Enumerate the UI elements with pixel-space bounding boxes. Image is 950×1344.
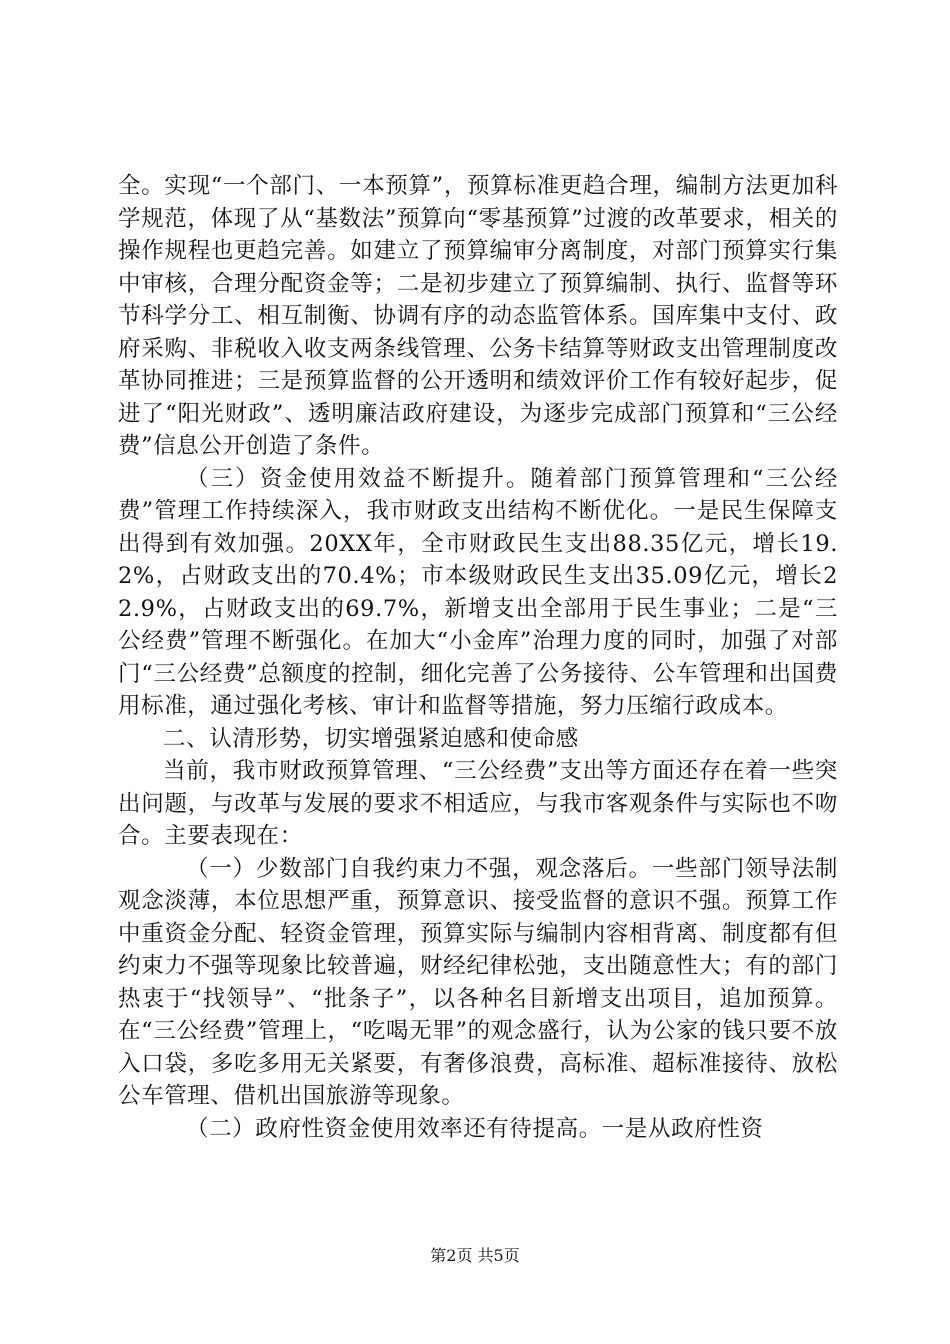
paragraph-continuation: 全。实现“一个部门、一本预算”，预算标准更趋合理，编制方法更加科学规范，体现了从“基数法”预算向“零基预算”过渡的改革要求，相关的操作规程也更趋完善。如建立了预算编审分离制度，对部门预算实行集中审核，合理分配资金等；二是初步建立了预算编制、执行、监督等环节科学分工、相互制衡、协调有序的动态监管体系。国库集中支付、政府采购、非税收入收支两条线管理、公务卡结算等财政支出管理制度改革协同推进；三是预算监督的公开透明和绩效评价工作有较好起步，促进了“阳光财政”、透明廉洁政府建设，为逐步完成部门预算和“三公经费”信息公开创造了条件。 xyxy=(118,173,838,459)
paragraph-section-three: （三）资金使用效益不断提升。随着部门预算管理和“三公经费”管理工作持续深入，我市财政支出结构不断优化。一是民生保障支出得到有效加强。20XX年，全市财政民生支出88.35亿元，增长19.2%，占财政支出的70.4%；市本级财政民生支出35.09亿元，增长22.9%，占财政支出的69.7%，新增支出全部用于民生事业；二是“三公经费”管理不断强化。在加大“小金库”治理力度的同时，加强了对部门“三公经费”总额度的控制，细化完善了公务接待、公车管理和出国费用标准，通过强化考核、审计和监督等措施，努力压缩行政成本。 xyxy=(118,465,838,719)
section-heading-two: 二、认清形势，切实增强紧迫感和使命感 xyxy=(163,725,579,752)
page-number-footer: 第2页 共5页 xyxy=(430,1246,520,1265)
paragraph-issue-one: （一）少数部门自我约束力不强，观念落后。一些部门领导法制观念淡薄，本位思想严重，预算意识、接受监督的意识不强。预算工作中重资金分配、轻资金管理，预算实际与编制内容相背离、制度都有但约束力不强等现象比较普遍，财经纪律松弛，支出随意性大；有的部门热衷于“找领导”、“批条子”，以各种名目新增支出项目，追加预算。在“三公经费”管理上，“吃喝无罪”的观念盛行，认为公家的钱只要不放入口袋，多吃多用无关紧要，有奢侈浪费，高标准、超标准接待、放松公车管理、借机出国旅游等现象。 xyxy=(118,855,838,1109)
document-body xyxy=(118,170,838,1145)
paragraph-issue-two: （二）政府性资金使用效率还有待提高。一是从政府性资 xyxy=(186,1115,764,1142)
paragraph-current-issues: 当前，我市财政预算管理、“三公经费”支出等方面还存在着一些突出问题，与改革与发展的要求不相适应，与我市客观条件与实际也不吻合。主要表现在： xyxy=(118,758,838,849)
